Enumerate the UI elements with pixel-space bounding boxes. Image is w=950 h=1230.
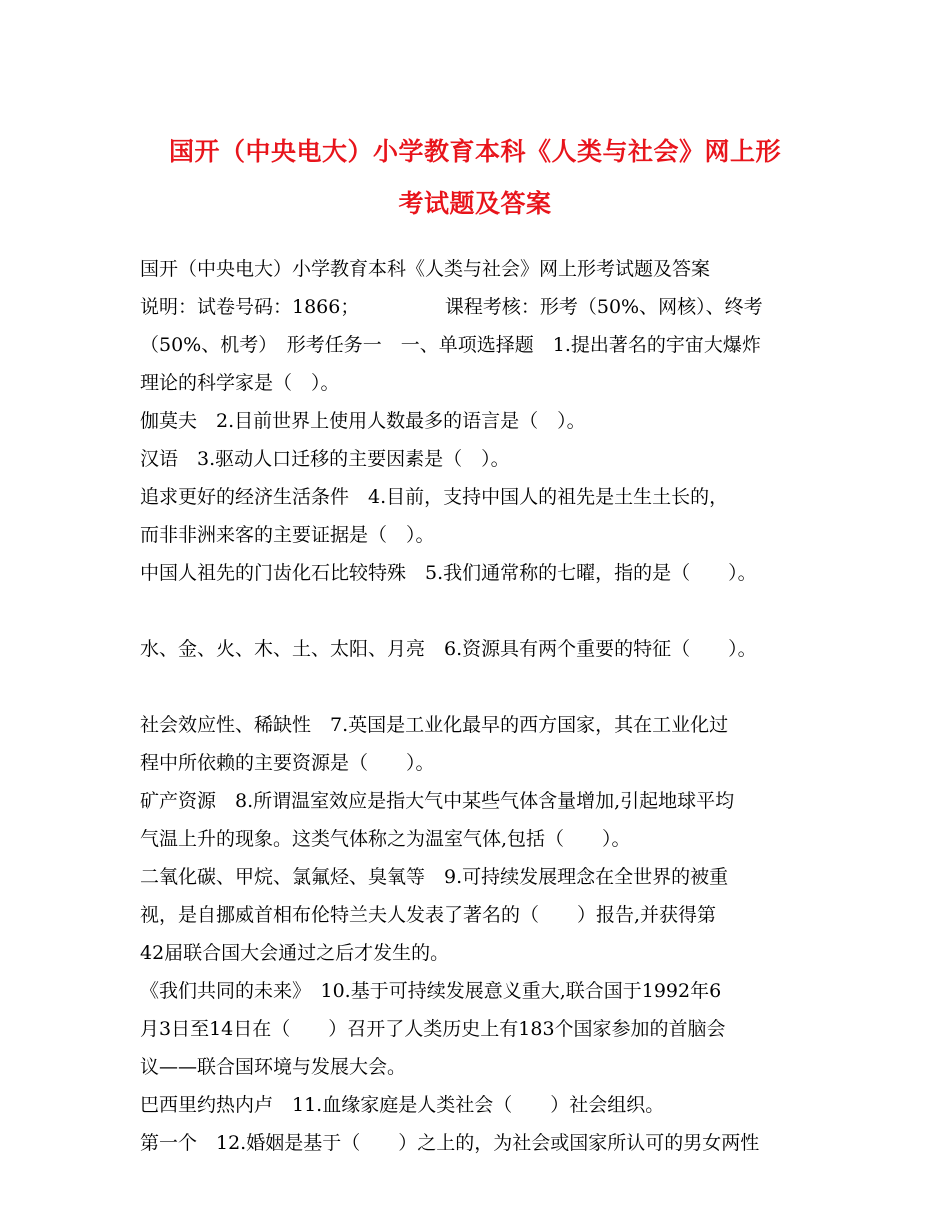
body-line: 视，是自挪威首相布伦特兰夫人发表了著名的（ ）报告,并获得第 (140, 904, 717, 926)
body-line: 追求更好的经济生活条件 4.目前，支持中国人的祖先是土生土长的， (140, 486, 729, 508)
blank-line (140, 592, 840, 630)
body-line: 社会效应性、稀缺性 7.英国是工业化最早的西方国家，其在工业化过 (140, 714, 729, 736)
body-line: 而非非洲来客的主要证据是（ ）。 (140, 524, 435, 546)
body-line: 汉语 3.驱动人口迁移的主要因素是（ ）。 (140, 448, 510, 470)
body-line: 气温上升的现象。这类气体称之为温室气体,包括（ ）。 (140, 828, 631, 850)
body-line: 国开（中央电大）小学教育本科《人类与社会》网上形考试题及答案 (140, 258, 711, 280)
body-line: 理论的科学家是（ ）。 (140, 372, 340, 394)
body-line: （50%、机考） 形考任务一 一、单项选择题 1.提出著名的宇宙大爆炸 (140, 334, 761, 356)
body-line: 说明：试卷号码：1866； 课程考核：形考（50%、网核）、终考 (140, 296, 763, 318)
title-line-1: 国开（中央电大）小学教育本科《人类与社会》网上形 (168, 137, 781, 166)
document-body (140, 250, 840, 1162)
body-line: 中国人祖先的门齿化石比较特殊 5.我们通常称的七曜，指的是（ ）。 (140, 562, 757, 584)
body-line: 第一个 12.婚姻是基于（ ）之上的，为社会或国家所认可的男女两性 (140, 1132, 760, 1154)
body-line: 议——联合国环境与发展大会。 (140, 1056, 407, 1078)
body-line: 程中所依赖的主要资源是（ ）。 (140, 752, 435, 774)
blank-line (140, 668, 840, 706)
title-line-2: 考试题及答案 (398, 189, 552, 218)
body-line: 水、金、火、木、土、太阳、月亮 6.资源具有两个重要的特征（ ）。 (140, 638, 757, 660)
body-line: 《我们共同的未来》 10.基于可持续发展意义重大,联合国于1992年6 (140, 980, 722, 1002)
body-line: 巴西里约热内卢 11.血缘家庭是人类社会（ ）社会组织。 (140, 1094, 665, 1116)
body-line: 二氧化碳、甲烷、氯氟烃、臭氧等 9.可持续发展理念在全世界的被重 (140, 866, 729, 888)
body-line: 月3日至14日在（ ）召开了人类历史上有183个国家参加的首脑会 (140, 1018, 726, 1040)
body-line: 42届联合国大会通过之后才发生的。 (140, 942, 450, 964)
document-title (120, 126, 830, 230)
body-line: 伽莫夫 2.目前世界上使用人数最多的语言是（ ）。 (140, 410, 586, 432)
body-line: 矿产资源 8.所谓温室效应是指大气中某些气体含量增加,引起地球平均 (140, 790, 735, 812)
